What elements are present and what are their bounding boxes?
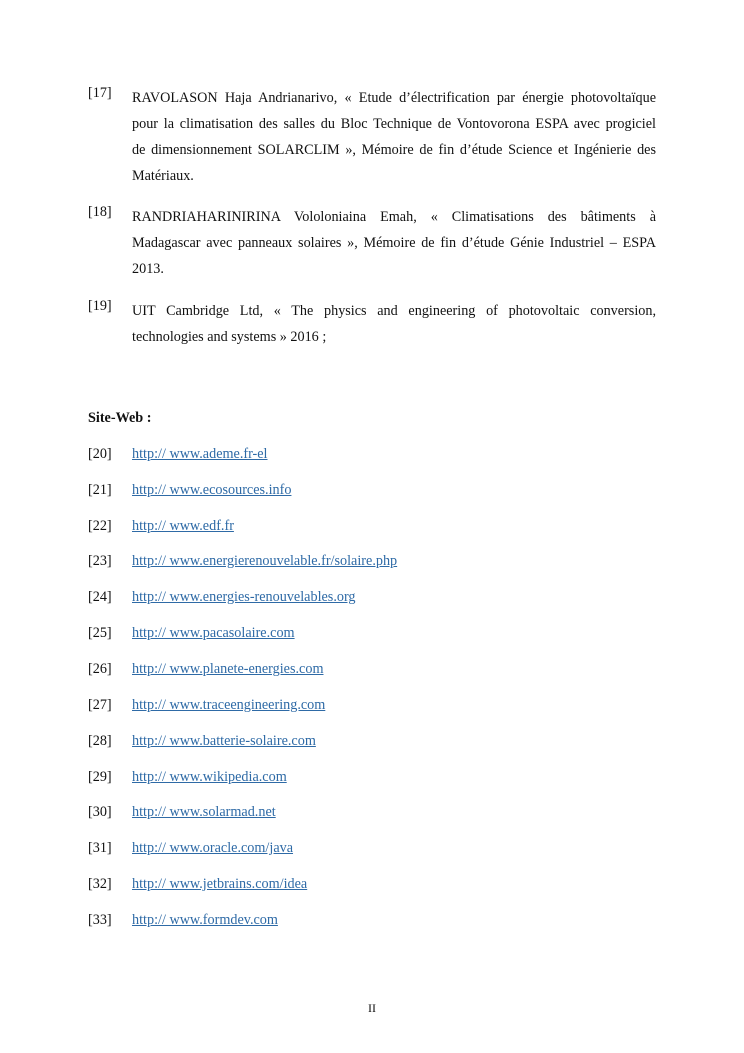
link-item-27 <box>88 694 656 716</box>
reference-number: [18] <box>88 204 112 220</box>
link-item-31 <box>88 837 656 859</box>
reference-line: Madagascar avec panneaux solaires », Mémoire de fin d’étude Génie Industriel – ESPA <box>132 235 656 251</box>
reference-number: [32] <box>88 876 112 892</box>
reference-number: [17] <box>88 85 112 101</box>
web-link[interactable]: http:// www.edf.fr <box>132 518 234 534</box>
reference-number: [21] <box>88 482 112 498</box>
reference-number: [24] <box>88 589 112 605</box>
web-link[interactable]: http:// www.traceengineering.com <box>132 697 326 713</box>
web-link[interactable]: http:// www.formdev.com <box>132 912 278 928</box>
reference-18 <box>88 204 656 282</box>
link-item-22 <box>88 515 656 537</box>
link-item-26 <box>88 658 656 680</box>
reference-number: [20] <box>88 446 112 462</box>
web-link[interactable]: http:// www.pacasolaire.com <box>132 625 295 641</box>
reference-number: [28] <box>88 733 112 749</box>
link-item-24 <box>88 586 656 608</box>
web-link[interactable]: http:// www.wikipedia.com <box>132 769 287 785</box>
reference-number: [27] <box>88 697 112 713</box>
reference-number: [26] <box>88 661 112 677</box>
web-link[interactable]: http:// www.energierenouvelable.fr/solaire.php <box>132 553 398 569</box>
page-number: II <box>368 1001 376 1015</box>
reference-line: 2013. <box>132 261 164 277</box>
link-item-28 <box>88 730 656 752</box>
reference-text <box>132 298 656 350</box>
reference-line: RAVOLASON Haja Andrianarivo, « Etude d’électrification par énergie photovoltaïque <box>132 90 656 106</box>
web-link[interactable]: http:// www.batterie-solaire.com <box>132 733 316 749</box>
reference-text <box>132 204 656 282</box>
link-item-23 <box>88 550 656 572</box>
reference-number: [19] <box>88 298 112 314</box>
reference-text <box>132 85 656 189</box>
reference-line: technologies and systems » 2016 ; <box>132 329 327 345</box>
reference-number: [33] <box>88 912 112 928</box>
reference-line: UIT Cambridge Ltd, « The physics and engineering of photovoltaic conversion, <box>132 303 656 319</box>
web-link[interactable]: http:// www.ecosources.info <box>132 482 292 498</box>
reference-number: [30] <box>88 804 112 820</box>
web-link[interactable]: http:// www.jetbrains.com/idea <box>132 876 308 892</box>
link-item-20 <box>88 443 656 465</box>
reference-number: [23] <box>88 553 112 569</box>
reference-17 <box>88 85 656 189</box>
reference-19 <box>88 298 656 350</box>
web-link[interactable]: http:// www.ademe.fr-el <box>132 446 268 462</box>
web-link[interactable]: http:// www.energies-renouvelables.org <box>132 589 356 605</box>
section-title-site-web: Site-Web : <box>88 410 152 426</box>
web-link[interactable]: http:// www.solarmad.net <box>132 804 276 820</box>
link-item-30 <box>88 801 656 823</box>
reference-line: de dimensionnement SOLARCLIM », Mémoire de fin d’étude Science et Ingénierie des <box>132 142 656 158</box>
link-item-32 <box>88 873 656 895</box>
reference-line: pour la climatisation des salles du Bloc Technique de Vontovorona ESPA avec progiciel <box>132 116 656 132</box>
web-link[interactable]: http:// www.planete-energies.com <box>132 661 324 677</box>
link-item-33 <box>88 909 656 931</box>
reference-number: [22] <box>88 518 112 534</box>
link-item-25 <box>88 622 656 644</box>
reference-number: [29] <box>88 769 112 785</box>
link-item-29 <box>88 766 656 788</box>
link-item-21 <box>88 479 656 501</box>
reference-line: Matériaux. <box>132 168 194 184</box>
reference-line: RANDRIAHARINIRINA Vololoniaina Emah, « Climatisations des bâtiments à <box>132 209 656 225</box>
reference-number: [31] <box>88 840 112 856</box>
reference-number: [25] <box>88 625 112 641</box>
web-link[interactable]: http:// www.oracle.com/java <box>132 840 294 856</box>
